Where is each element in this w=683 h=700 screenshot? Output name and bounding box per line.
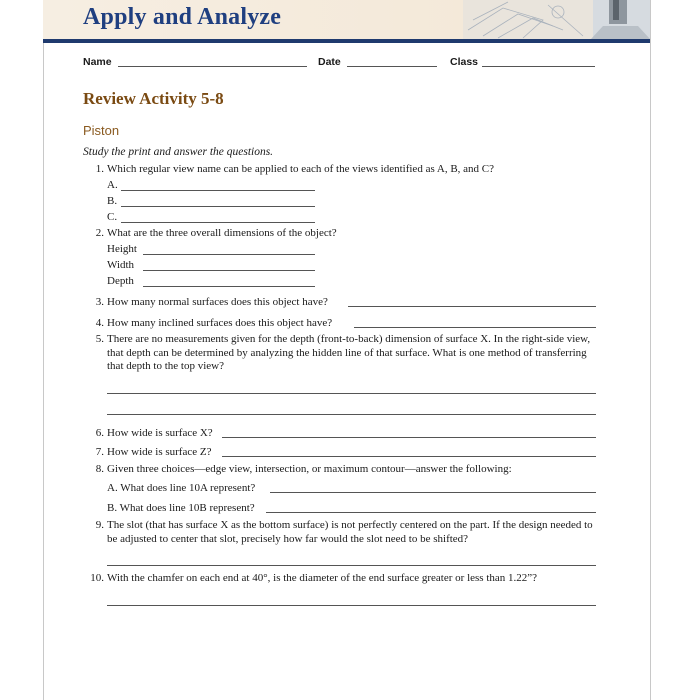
question-9-text: The slot (that has surface X as the bottom surface) is not perfectly centered on the part. If the design needed to be adjusted to center that slot, precisely how far would the slot need to be shifted? <box>107 519 593 545</box>
q2-height-label: Height <box>107 243 137 255</box>
question-8-text: Given three choices—edge view, intersection, or maximum contour—answer the following: <box>107 463 512 475</box>
question-number: 6. <box>95 427 104 439</box>
question-number: 1. <box>95 163 104 175</box>
answer-line[interactable] <box>107 605 596 606</box>
section-title: Piston <box>83 123 120 138</box>
question-number: 4. <box>95 317 104 329</box>
question-3-text: How many normal surfaces does this object have? <box>107 296 328 308</box>
answer-line[interactable] <box>354 327 596 328</box>
q1-sub-b: B. <box>107 195 118 207</box>
answer-line[interactable] <box>121 222 315 223</box>
answer-line[interactable] <box>107 565 596 566</box>
answer-line[interactable] <box>121 190 315 191</box>
header-band <box>43 0 650 39</box>
answer-line[interactable] <box>143 270 315 271</box>
question-10-text: With the chamfer on each end at 40°, is the diameter of the end surface greater or less than 1.22”? <box>107 572 538 584</box>
question-number: 10. <box>90 572 104 584</box>
date-field[interactable] <box>347 66 437 67</box>
question-number: 9. <box>95 519 104 531</box>
instructions: Study the print and answer the questions. <box>83 146 274 158</box>
blueprint-photo-icon <box>463 0 650 39</box>
question-4-text: How many inclined surfaces does this object have? <box>107 317 333 329</box>
question-number: 5. <box>95 333 104 345</box>
answer-line[interactable] <box>107 393 596 394</box>
q1-sub-a: A. <box>107 179 118 191</box>
name-label: Name <box>83 56 112 68</box>
answer-line[interactable] <box>270 492 596 493</box>
q2-width-label: Width <box>107 259 135 271</box>
answer-line[interactable] <box>143 254 315 255</box>
name-field[interactable] <box>118 66 307 67</box>
answer-line[interactable] <box>348 306 596 307</box>
question-1-text: Which regular view name can be applied to each of the views identified as A, B, and C? <box>107 163 495 175</box>
class-field[interactable] <box>482 66 595 67</box>
q8-sub-a: A. What does line 10A represent? <box>107 482 256 494</box>
question-number: 2. <box>95 227 104 239</box>
date-label: Date <box>318 56 341 68</box>
answer-line[interactable] <box>121 206 315 207</box>
class-label: Class <box>450 56 479 68</box>
activity-title: Review Activity 5-8 <box>83 89 224 108</box>
page-title: Apply and Analyze <box>83 4 282 30</box>
answer-line[interactable] <box>222 437 596 438</box>
answer-line[interactable] <box>266 512 596 513</box>
question-number: 3. <box>95 296 104 308</box>
answer-line[interactable] <box>107 414 596 415</box>
header-rule <box>43 39 650 43</box>
question-number: 7. <box>95 446 104 458</box>
q1-sub-c: C. <box>107 211 118 223</box>
question-2-text: What are the three overall dimensions of the object? <box>107 227 337 239</box>
q2-depth-label: Depth <box>107 275 134 287</box>
answer-line[interactable] <box>143 286 315 287</box>
answer-line[interactable] <box>222 456 596 457</box>
question-number: 8. <box>95 463 104 475</box>
question-6-text: How wide is surface X? <box>107 427 213 439</box>
question-5-text: There are no measurements given for the depth (front-to-back) dimension of surface X. In the right-side view, that depth can be determined by analyzing the hidden line of that surface. What is one method of transferring that depth to the top view? <box>107 333 591 372</box>
q8-sub-b: B. What does line 10B represent? <box>107 502 255 514</box>
question-7-text: How wide is surface Z? <box>107 446 212 458</box>
